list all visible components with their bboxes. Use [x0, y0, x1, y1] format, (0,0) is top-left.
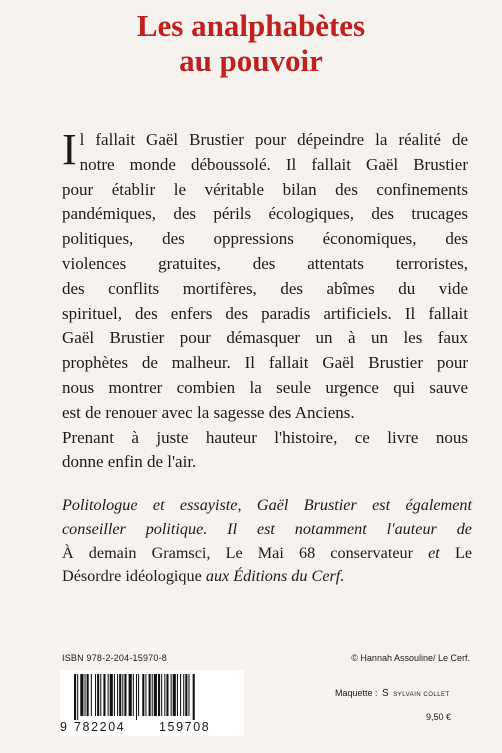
author-bio	[62, 494, 472, 589]
book-title-ref: Désordre idéologique	[62, 567, 202, 586]
maquette-credit	[335, 688, 450, 699]
blurb-line: Prenant à juste hauteur l'histoire, ce livre nous	[62, 427, 468, 447]
title-line-1: Les analphabètes	[136, 8, 366, 43]
blurb-line: spirituel, des enfers des paradis artificiels. Il fallait	[62, 303, 468, 323]
bio-line: conseiller politique. Il est notamment l'auteur de	[62, 519, 472, 538]
title-line-2: au pouvoir	[179, 43, 323, 78]
bio-line: Politologue et essayiste, Gaël Brustier est également	[62, 496, 472, 514]
blurb-line: notre monde déboussolé. Il fallait Gaël Brustier	[79, 154, 468, 174]
blurb-line: l fallait Gaël Brustier pour dépeindre la réalité de	[79, 130, 468, 149]
blurb-line: violences gratuites, des attentats terroristes,	[62, 253, 468, 273]
bio-line: À demain Gramsci, Le Mai 68 conservateur et Le	[62, 543, 473, 562]
blurb-line: nous montrer combien la seule urgence qui sauve	[62, 377, 468, 397]
blurb-line: Gaël Brustier pour démasquer un à un les faux	[62, 328, 468, 348]
blurb-line: politiques, des oppressions économiques, des	[62, 229, 468, 249]
maquette-label: Maquette :	[335, 688, 378, 698]
book-title	[0, 8, 502, 78]
barcode-digit: 9	[60, 720, 69, 734]
bio-line: Désordre idéologique aux Éditions du Cerf.	[62, 567, 345, 586]
book-title-ref: Le	[454, 543, 473, 562]
price-label: 9,50 €	[426, 712, 452, 722]
barcode-digit: 159708	[159, 720, 211, 734]
designer-logo-icon: S	[382, 688, 389, 699]
blurb-text	[62, 125, 468, 475]
isbn-label: ISBN 978-2-204-15970-8	[62, 653, 167, 663]
blurb-line: est de renouer avec la sagesse des Anciens.	[62, 402, 355, 422]
blurb-line: prophètes de malheur. Il fallait Gaël Brustier pour	[62, 353, 468, 373]
book-title-ref: Le Mai 68 conservateur	[225, 543, 413, 562]
blurb-line: pour établir le véritable bilan des confinements	[62, 179, 468, 199]
designer-name: SYLVAIN COLLET	[393, 692, 450, 698]
barcode-bars	[68, 674, 238, 720]
barcode	[60, 670, 244, 736]
blurb-line: des conflits mortifères, des abîmes du vide	[62, 278, 468, 298]
blurb-line: pandémiques, des périls écologiques, des trucages	[62, 204, 468, 224]
photo-credit: © Hannah Assouline/ Le Cerf.	[351, 653, 470, 663]
drop-cap: I	[62, 125, 77, 174]
blurb-line: donne enfin de l'air.	[62, 452, 197, 472]
barcode-digit: 782204	[74, 720, 126, 734]
book-title-ref: À demain Gramsci	[62, 543, 207, 562]
